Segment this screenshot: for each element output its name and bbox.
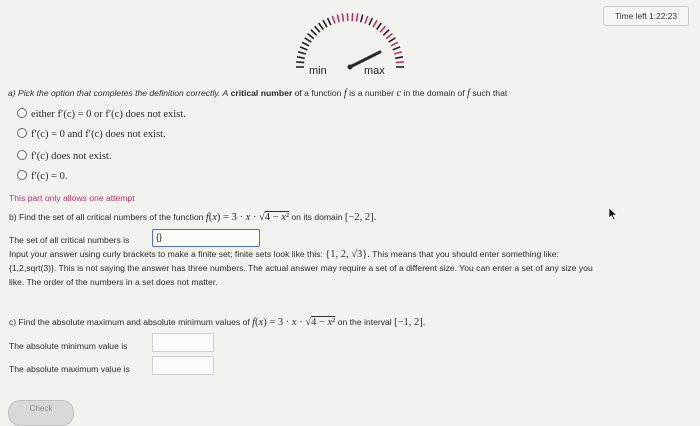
gauge-tick	[296, 62, 304, 63]
gauge-tick	[302, 42, 309, 46]
gauge-tick	[332, 16, 335, 24]
option-1[interactable]	[17, 108, 186, 120]
option-4[interactable]	[17, 170, 68, 182]
gauge-tick	[393, 47, 400, 50]
gauge-ticks	[296, 13, 404, 67]
gauge-tick	[319, 23, 324, 30]
gauge-needle-hub	[348, 65, 353, 70]
part-a-intro: a) Pick the option that completes the definition correctly. A	[8, 88, 228, 98]
gauge-tick	[361, 15, 363, 23]
gauge-tick	[369, 18, 372, 25]
gauge-tick	[394, 52, 402, 54]
part-a-intro-2: of a function	[295, 88, 342, 98]
gauge-tick	[308, 34, 314, 39]
option-1-radio[interactable]	[17, 108, 27, 118]
part-b-help-line-2: {1,2,sqrt(3)}. This is not saying the answer has three numbers. The actual answer may require a set of a different size. You can enter a set of any size you	[9, 263, 593, 273]
part-c-question	[9, 317, 425, 328]
gauge-tick	[391, 42, 398, 46]
gauge-tick	[377, 23, 382, 30]
gauge-max-label: max	[364, 65, 385, 77]
help-example-set: {1, 2, √3}.	[325, 249, 370, 260]
option-4-radio[interactable]	[17, 170, 27, 180]
part-c-prompt-2: on the interval	[338, 317, 392, 327]
part-a-question: a) Pick the option that completes the definition correctly. A critical number of a function f is a number c in the domain of f such that	[8, 88, 507, 99]
part-b-help-line-3: like. The order of the numbers in a set does not matter.	[9, 277, 218, 287]
abs-max-label: The absolute maximum value is	[9, 364, 130, 374]
critical-number-term: critical number	[231, 88, 293, 98]
part-a-intro-4: in the domain of	[404, 88, 465, 98]
gauge-tick	[300, 47, 307, 50]
part-b-prompt: b) Find the set of all critical numbers of the function	[9, 212, 203, 222]
gauge-tick	[311, 30, 317, 36]
option-3-label: f′(c) does not exist.	[31, 151, 111, 162]
part-c-function: f(x) = 3 · x · √4 − x²	[252, 317, 335, 328]
gauge-tick	[380, 26, 385, 32]
abs-max-input[interactable]	[152, 356, 214, 375]
abs-min-label: The absolute minimum value is	[9, 341, 127, 351]
gauge-tick	[386, 34, 392, 39]
gauge-tick	[305, 38, 312, 42]
check-button[interactable]: Check	[8, 400, 74, 426]
gauge-tick	[396, 62, 404, 63]
part-a-intro-5: such that	[472, 88, 507, 98]
option-1-label: either f′(c) = 0 or f′(c) does not exist.	[31, 109, 186, 120]
attempt-note: This part only allows one attempt	[9, 193, 135, 203]
option-2[interactable]	[17, 128, 166, 140]
critical-set-label: The set of all critical numbers is	[9, 235, 129, 245]
option-2-radio[interactable]	[17, 128, 27, 138]
gauge-tick	[297, 57, 305, 59]
gauge-tick	[298, 52, 306, 54]
gauge-tick	[323, 20, 327, 27]
part-b-domain: [−2, 2].	[345, 212, 376, 223]
gauge-tick	[383, 30, 389, 36]
mouse-cursor-icon	[608, 207, 618, 221]
part-b-prompt-2: on its domain	[291, 212, 342, 222]
time-left-indicator: Time left 1:22:23	[603, 6, 689, 26]
option-4-label: f′(c) = 0.	[31, 171, 68, 182]
part-c-prompt: c) Find the absolute maximum and absolute minimum values of	[9, 317, 250, 327]
part-a-intro-3: is a number	[349, 88, 394, 98]
part-c-interval: [−1, 2].	[394, 317, 425, 328]
option-3-radio[interactable]	[17, 150, 27, 160]
part-b-function: f(x) = 3 · x · √4 − x²	[206, 212, 289, 223]
gauge-tick	[365, 16, 368, 24]
gauge-tick	[315, 26, 320, 32]
gauge-tick	[373, 20, 377, 27]
critical-set-value: {}	[156, 232, 162, 242]
gauge-tick	[395, 57, 403, 59]
gauge-tick	[328, 18, 331, 25]
gauge-tick	[337, 15, 339, 23]
abs-min-input[interactable]	[152, 333, 214, 352]
part-b-question	[9, 212, 376, 223]
part-b-help-line-1: Input your answer using curly brackets to make a finite set; finite sets look like this: {1, 2, √3}. This means that you should enter something like:	[9, 249, 559, 260]
option-3[interactable]	[17, 150, 111, 162]
option-2-label: f′(c) = 0 and f′(c) does not exist.	[31, 129, 166, 140]
gauge-min-label: min	[309, 65, 327, 77]
critical-set-input[interactable]	[152, 229, 260, 247]
gauge-tick	[357, 14, 358, 22]
gauge-tick	[389, 38, 396, 42]
gauge-tick	[342, 14, 343, 22]
